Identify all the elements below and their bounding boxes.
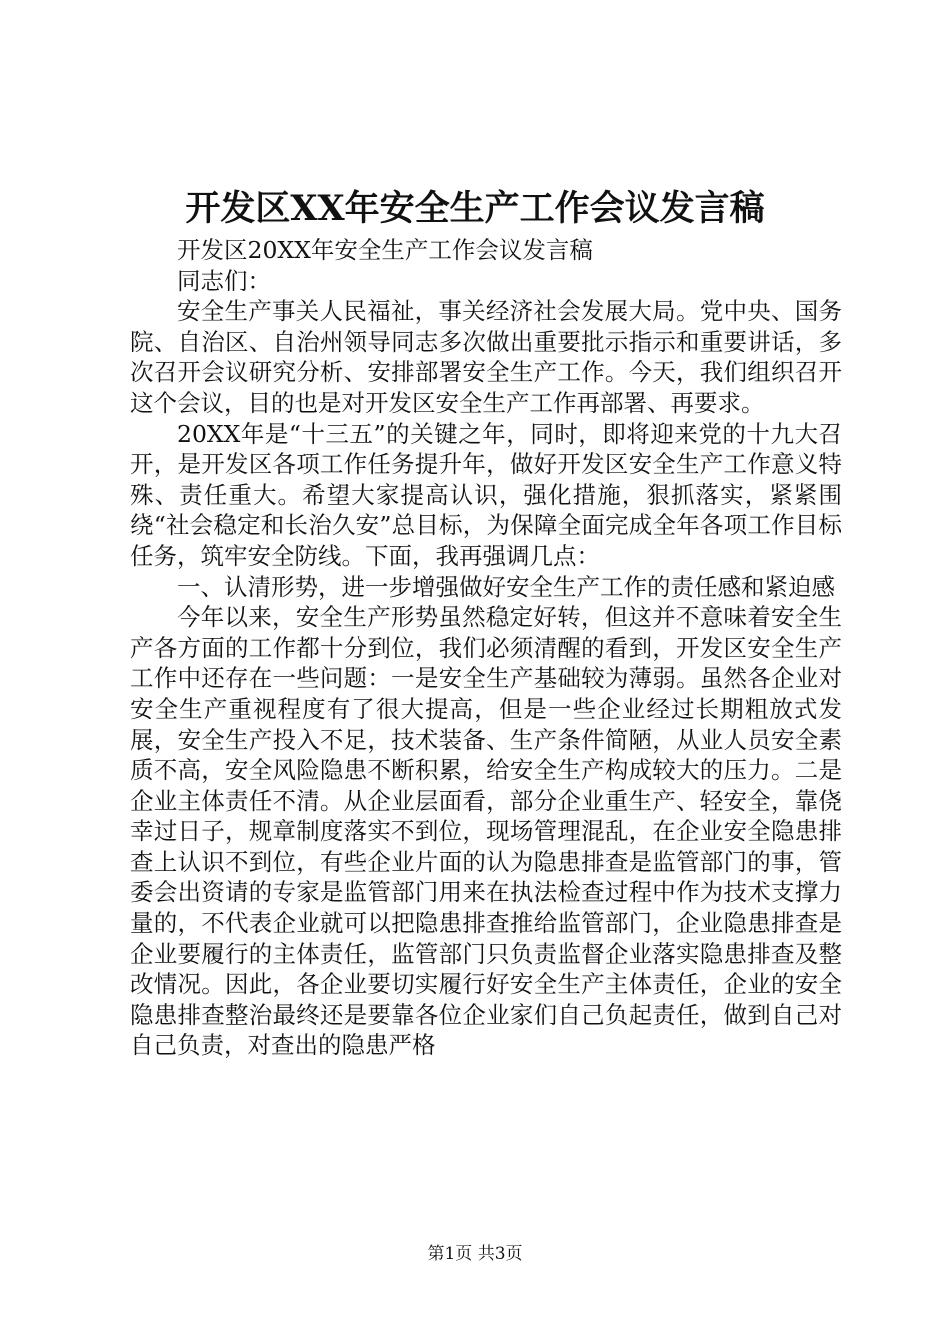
document-body: [130, 235, 842, 1061]
paragraph: 20XX年是“十三五”的关键之年，同时，即将迎来党的十九大召开，是开发区各项工作任务提升年，做好开发区安全生产工作意义特殊、责任重大。希望大家提高认识，强化措施，狠抓落实，紧紧围绕“社会稳定和长治久安”总目标，为保障全面完成全年各项工作目标任务，筑牢安全防线。下面，我再强调几点：: [130, 419, 842, 570]
paragraph: 今年以来，安全生产形势虽然稳定好转，但这并不意味着安全生产各方面的工作都十分到位，我们必须清醒的看到，开发区安全生产工作中还存在一些问题：一是安全生产基础较为薄弱。虽然各企业对安全生产重视程度有了很大提高，但是一些企业经过长期粗放式发展，安全生产投入不足，技术装备、生产条件简陋，从业人员安全素质不高，安全风险隐患不断积累，给安全生产构成较大的压力。二是企业主体责任不清。从企业层面看，部分企业重生产、轻安全，靠侥幸过日子，规章制度落实不到位，现场管理混乱，在企业安全隐患排查上认识不到位，有些企业片面的认为隐患排查是监管部门的事，管委会出资请的专家是监管部门用来在执法检查过程中作为技术支撑力量的，不代表企业就可以把隐患排查推给监管部门，企业隐患排查是企业要履行的主体责任，监管部门只负责监督企业落实隐患排查及整改情况。因此，各企业要切实履行好安全生产主体责任，企业的安全隐患排查整治最终还是要靠各位企业家们自己负起责任，做到自己对自己负责，对查出的隐患严格: [130, 603, 842, 1060]
paragraph-subtitle: 开发区20XX年安全生产工作会议发言稿: [177, 236, 593, 264]
section-heading: 一、认清形势，进一步增强做好安全生产工作的责任感和紧迫感: [177, 572, 835, 601]
paragraph-salutation: 同志们：: [177, 266, 271, 295]
document-title: 开发区XX年安全生产工作会议发言稿: [185, 188, 765, 229]
page-footer: 第1页 共3页: [427, 1244, 523, 1264]
paragraph: 安全生产事关人民福祉，事关经济社会发展大局。党中央、国务院、自治区、自治州领导同志多次做出重要批示指示和重要讲话，多次召开会议研究分析、安排部署安全生产工作。今天，我们组织召开这个会议，目的也是对开发区安全生产工作再部署、再要求。: [130, 297, 842, 417]
